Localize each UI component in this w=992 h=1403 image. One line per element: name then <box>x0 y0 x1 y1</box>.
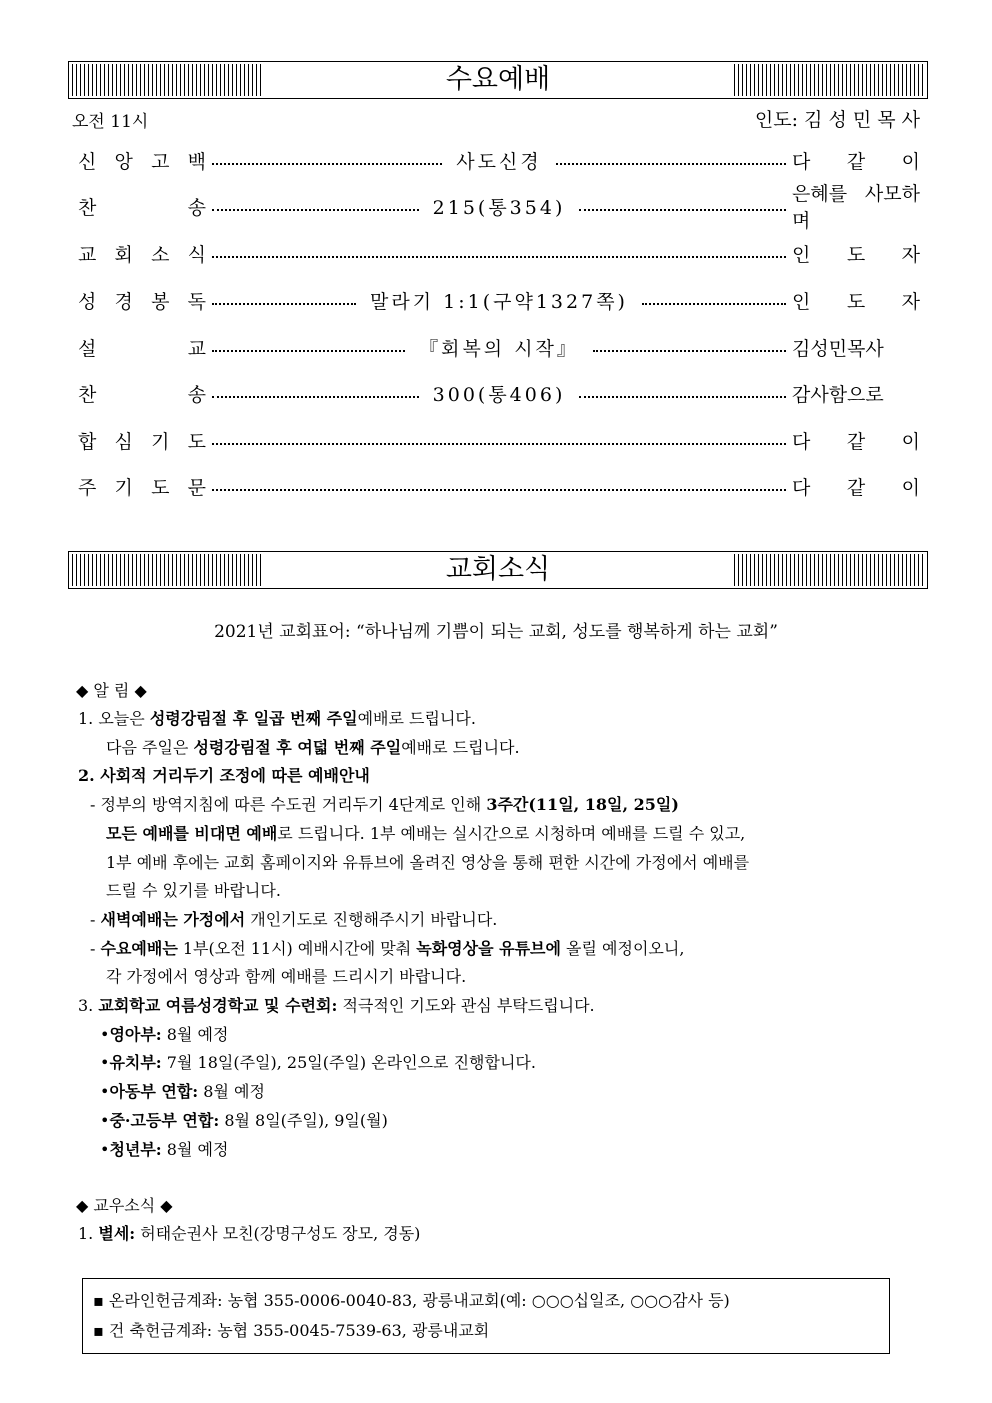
service-row <box>78 286 920 314</box>
service-detail: 『회복의 시작』 <box>419 337 579 360</box>
text-bold: 교회학교 여름성경학교 및 수련회: <box>98 996 338 1016</box>
text-bold: 새벽예배는 가정에서 <box>100 909 246 929</box>
text: - 정부의 방역지침에 따른 수도권 거리두기 4단계로 인해 <box>90 795 487 815</box>
header-hatch-right <box>734 554 924 586</box>
leader-dots <box>212 209 419 211</box>
service-row <box>78 333 920 361</box>
bullet-text: 8월 예정 <box>161 1139 229 1159</box>
service-detail: 사도신경 <box>456 150 542 173</box>
bullet-name: 영아부: <box>109 1024 162 1044</box>
service-detail: 말라기 1:1(구약1327쪽) <box>370 290 628 313</box>
notice-2-title: 2. 사회적 거리두기 조정에 따른 예배안내 <box>78 766 370 786</box>
service-person: 인 도 자 <box>792 290 921 313</box>
bullet-text: 8월 예정 <box>198 1082 265 1102</box>
school-bullet: •유치부: 7월 18일(주일), 25일(주일) 온라인으로 진행합니다. <box>100 1053 536 1073</box>
school-bullet: •영아부: 8월 예정 <box>100 1024 229 1044</box>
service-person: 감사함으로 <box>792 383 884 406</box>
service-label: 합 심 기 도 <box>78 430 206 453</box>
leader-dots <box>593 350 786 352</box>
text: 개인기도로 진행해주시기 바랍니다. <box>245 909 498 929</box>
text-bold: 녹화영상을 유튜브에 <box>416 938 561 958</box>
text-bold: 모든 예배를 비대면 예배 <box>106 823 278 843</box>
leader-dots <box>212 303 356 305</box>
service-detail: 300(통406) <box>432 383 566 406</box>
text-bold: 3주간(11일, 18일, 25일) <box>486 795 679 815</box>
leader-dots <box>212 443 786 445</box>
text: - <box>90 938 101 958</box>
leader-dots <box>212 256 786 258</box>
news-header <box>68 551 928 589</box>
text-bold: 수요예배는 <box>100 938 178 958</box>
worship-title: 수요예배 <box>445 64 551 95</box>
service-row <box>78 239 920 267</box>
service-person: 김성민목사 <box>792 337 884 360</box>
header-hatch-right <box>734 64 924 96</box>
text: 3. <box>78 996 99 1016</box>
service-person: 인 도 자 <box>792 243 920 266</box>
notice-1 <box>78 705 749 1164</box>
service-row <box>78 183 920 232</box>
service-detail: 215(통354) <box>432 196 566 219</box>
text: 로 드립니다. 1부 예배는 실시간으로 시청하며 예배를 드릴 수 있고, <box>277 823 746 843</box>
service-label: 주 기 도 문 <box>78 476 206 499</box>
leader-dots <box>212 163 442 165</box>
service-person: 다 같 이 <box>792 150 921 173</box>
text-bold: 별세: <box>98 1224 136 1243</box>
leader-dots <box>556 163 786 165</box>
service-row <box>78 146 920 174</box>
text-bold: 성령강림절 후 일곱 번째 주일 <box>149 709 358 728</box>
bullet-name: 청년부: <box>109 1139 162 1159</box>
service-person: 은혜를 사모하며 <box>792 183 920 232</box>
header-hatch-left <box>72 64 262 96</box>
text: 올릴 예정이오니, <box>560 938 685 958</box>
service-label: 성 경 봉 독 <box>78 290 206 313</box>
text: 1. <box>78 1224 99 1243</box>
bullet-name: 중·고등부 연합: <box>109 1110 220 1130</box>
service-row <box>78 426 920 454</box>
text: 허태순권사 모친(강명구성도 장모, 경동) <box>135 1224 421 1243</box>
service-label: 신 앙 고 백 <box>78 150 206 173</box>
text-bold: 성령강림절 후 여덟 번째 주일 <box>193 737 402 757</box>
church-motto: 2021년 교회표어: “하나님께 기쁨이 되는 교회, 성도를 행복하게 하는 교회” <box>214 622 778 642</box>
bullet-text: 7월 18일(주일), 25일(주일) 온라인으로 진행합니다. <box>161 1053 536 1073</box>
service-label: 설 교 <box>78 337 206 360</box>
school-bullet: •청년부: 8월 예정 <box>100 1139 229 1159</box>
leader-dots <box>212 350 405 352</box>
bullet-name: 유치부: <box>109 1053 162 1073</box>
text: 적극적인 기도와 관심 부탁드립니다. <box>337 996 595 1016</box>
service-label: 찬 송 <box>78 383 206 406</box>
worship-time: 오전 11시 <box>72 112 149 132</box>
leader-dots <box>579 396 786 398</box>
account-online: ▪ 온라인헌금계좌: 농협 355-0006-0040-83, 광릉내교회(예: ○○○십일조, ○○○감사 등) <box>93 1291 730 1310</box>
text: 1부(오전 11시) 예배시간에 맞춰 <box>177 938 417 958</box>
worship-header <box>68 61 928 99</box>
news-title: 교회소식 <box>445 554 551 585</box>
text: 1. 오늘은 <box>78 709 150 728</box>
text: - <box>90 909 101 929</box>
text: 1부 예배 후에는 교회 홈페이지와 유튜브에 올려진 영상을 통해 편한 시간에 가정에서 예배를 <box>106 852 750 872</box>
service-label: 교 회 소 식 <box>78 243 206 266</box>
member-heading: ◆ 교우소식 ◆ <box>76 1196 173 1215</box>
service-row <box>78 472 920 500</box>
text: 예배로 드립니다. <box>401 737 520 757</box>
header-hatch-left <box>72 554 262 586</box>
text: 예배로 드립니다. <box>357 709 476 728</box>
accounts-box <box>82 1278 890 1354</box>
school-bullet: •중·고등부 연합: 8월 8일(주일), 9일(월) <box>100 1110 388 1130</box>
service-label: 찬 송 <box>78 196 206 219</box>
leader-dots <box>579 209 786 211</box>
service-row <box>78 379 920 407</box>
bullet-text: 8월 예정 <box>161 1024 229 1044</box>
bullet-name: 아동부 연합: <box>109 1082 199 1102</box>
bullet-text: 8월 8일(주일), 9일(월) <box>219 1110 388 1130</box>
notice-heading: ◆ 알 림 ◆ <box>76 681 147 700</box>
leader-dots <box>212 489 786 491</box>
service-person: 다 같 이 <box>792 476 920 499</box>
worship-leader: 인도: 김 성 민 목 사 <box>754 109 920 131</box>
text: 드릴 수 있기를 바랍니다. <box>106 881 281 901</box>
leader-dots <box>642 303 786 305</box>
member-news-1 <box>78 1220 420 1249</box>
text: 다음 주일은 <box>106 737 194 757</box>
account-building: ▪ 건 축헌금계좌: 농협 355-0045-7539-63, 광릉내교회 <box>93 1321 490 1340</box>
leader-dots <box>212 396 419 398</box>
school-bullet: •아동부 연합: 8월 예정 <box>100 1082 265 1102</box>
service-person: 다 같 이 <box>792 430 920 453</box>
text: 각 가정에서 영상과 함께 예배를 드리시기 바랍니다. <box>106 967 467 987</box>
school-bullets <box>78 1021 749 1165</box>
